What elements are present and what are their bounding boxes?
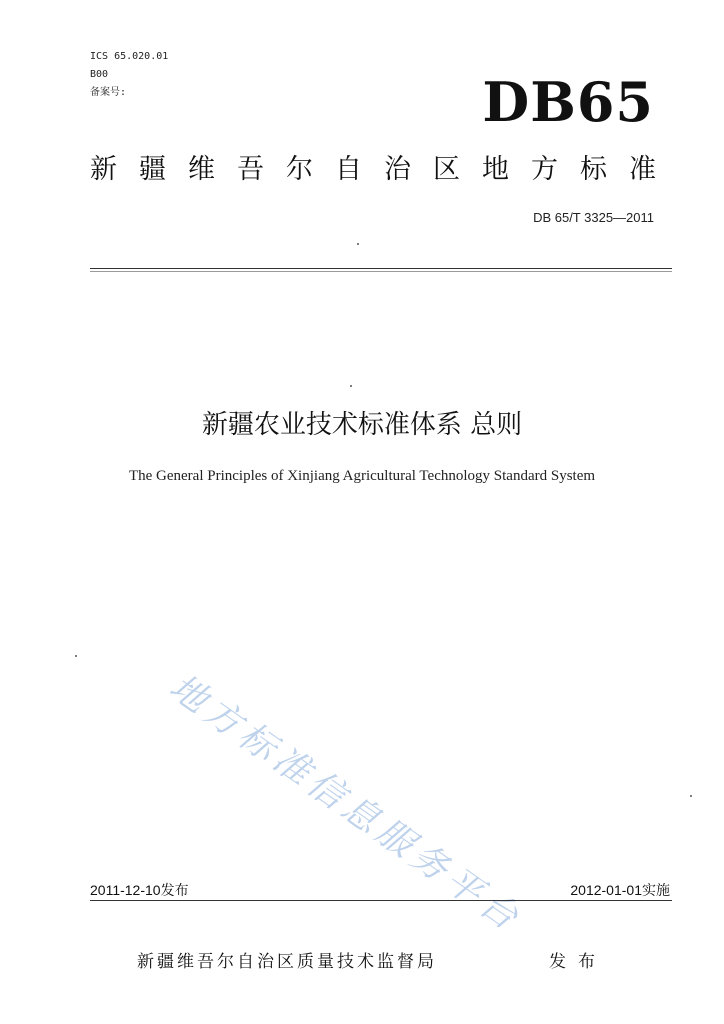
publish-label: 发布 — [549, 952, 607, 972]
publisher-name: 新疆维吾尔自治区质量技术监督局 — [137, 952, 437, 972]
header-divider-thin — [90, 271, 672, 272]
scan-speck — [350, 385, 352, 387]
watermark-text: 地方标准信息服务平台 — [161, 666, 530, 942]
issuing-authority-title: 新疆维吾尔自治区地方标准 — [90, 154, 678, 185]
document-title-english: The General Principles of Xinjiang Agricultural Technology Standard System — [128, 468, 596, 484]
ics-code: ICS 65.020.01 — [90, 51, 169, 62]
scan-speck — [690, 795, 692, 797]
standard-number: DB 65/T 3325—2011 — [533, 210, 654, 225]
header-divider — [90, 268, 672, 269]
scan-speck — [357, 243, 359, 245]
ccs-code: B00 — [90, 69, 109, 80]
implementation-date: 2012-01-01实施 — [570, 882, 670, 898]
scan-speck — [75, 655, 77, 657]
standard-logo: DB65 — [482, 70, 654, 134]
filing-number-label: 备案号: — [90, 87, 127, 98]
footer-divider — [90, 900, 672, 901]
document-title-chinese: 新疆农业技术标准体系 总则 — [201, 410, 523, 440]
issue-date: 2011-12-10发布 — [90, 882, 189, 898]
